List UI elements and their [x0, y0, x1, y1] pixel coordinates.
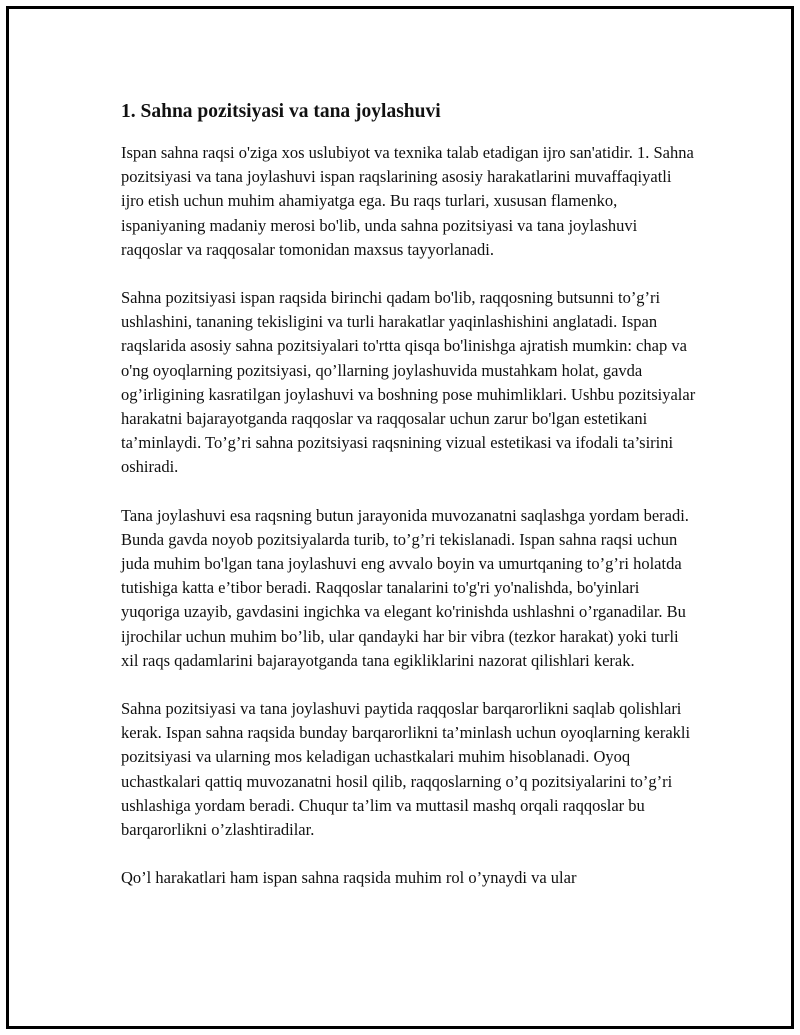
paragraph-1: Ispan sahna raqsi o'ziga xos uslubiyot va texnika talab etadigan ijro san'atidir. 1. Sahna pozitsiyasi va tana joylashuvi ispan raqslarining asosiy harakatlarini muvaffaqiyatli ijro etish uchun muhim ahamiyatga ega. Bu raqs turlari, xususan flamenko, ispaniyaning madaniy merosi bo'lib, unda sahna pozitsiyasi va tana joylashuvi raqqoslar va raqqosalar tomonidan maxsus tayyorlanadi. [121, 143, 694, 259]
page-frame [6, 6, 794, 1029]
paragraph-5: Qo’l harakatlari ham ispan sahna raqsida muhim rol o’ynaydi va ular [121, 868, 577, 888]
section-heading: 1. Sahna pozitsiyasi va tana joylashuvi [121, 101, 441, 122]
paragraph-3: Tana joylashuvi esa raqsning butun jarayonida muvozanatni saqlashga yordam beradi. Bunda gavda noyob pozitsiyalarda turib, to’g’ri tekislanadi. Ispan sahna raqsi uchun juda muhim bo'lgan tana joylashuvi eng avvalo boyin va umurtqaning to’g’ri holatda tutishiga katta e’tibor beradi. Raqqoslar tanalarini to'g'ri yo'nalishda, bo'yinlari yuqoriga uzayib, gavdasini ingichka va elegant ko'rinishda ushlashni o’rganadilar. Bu ijrochilar uchun muhim bo’lib, ular qandayki har bir vibra (tezkor harakat) yoki turli xil raqs qadamlarini bajarayotganda tana egikliklarini nazorat qilishlari kerak. [121, 505, 689, 670]
paragraph-4: Sahna pozitsiyasi va tana joylashuvi paytida raqqoslar barqarorlikni saqlab qolishlari kerak. Ispan sahna raqsida bunday barqarorlikni ta’minlash uchun oyoqlarning kerakli pozitsiyasi va ularning mos keladigan uchastkalari muhim hisoblanadi. Oyoq uchastkalari qattiq muvozanatni hosil qilib, raqqoslarning o’q pozitsiyalarini to’g’ri ushlashiga yordam beradi. Chuqur ta’lim va muttasil mashq orqali raqqoslar bu barqarorlikni o’zlashtiradilar. [121, 699, 691, 840]
document-body [121, 99, 696, 914]
paragraph-2: Sahna pozitsiyasi ispan raqsida birinchi qadam bo'lib, raqqosning butsunni to’g’ri ushlashini, tananing tekisligini va turli harakatlar yaqinlashishini anglatadi. Ispan raqslarida asosiy sahna pozitsiyalari to'rtta qisqa bo'linishga ajratish mumkin: chap va o'ng oyoqlarning pozitsiyasi, qo’llarning joylashuvida mustahkam holat, gavda og’irligining kasratilgan joylashuvi va boshning pose muhimliklari. Ushbu pozitsiyalar harakatni bajarayotganda raqqoslar va raqqosalar uchun zarur bo'lgan estetikani ta’minlaydi. To’g’ri sahna pozitsiyasi raqsnining vizual estetikasi va ifodali ta’sirini oshiradi. [121, 288, 696, 477]
